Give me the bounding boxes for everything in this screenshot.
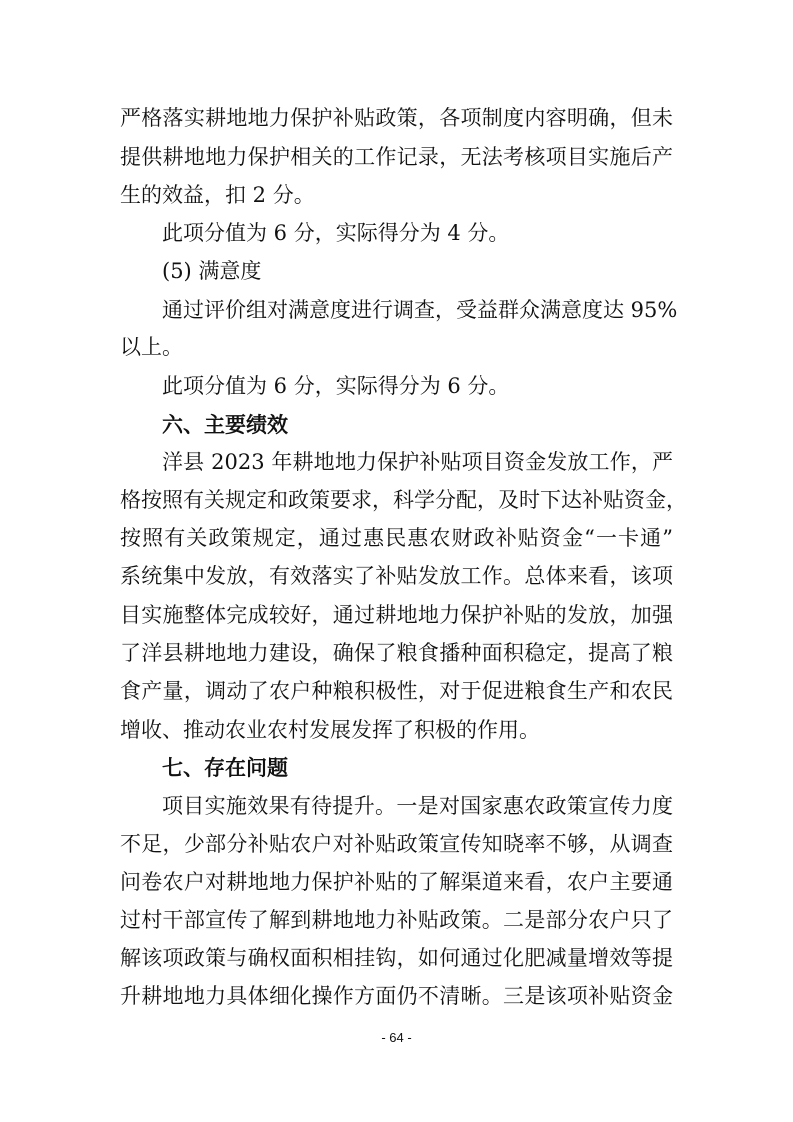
text-line: 此项分值为 6 分，实际得分为 4 分。 [162,221,510,245]
text-line: 提供耕地地力保护相关的工作记录，无法考核项目实施后产 [120,145,673,169]
text-line: 不足，少部分补贴农户对补贴政策宣传知晓率不够，从调查 [120,832,673,856]
text-line: 生的效益，扣 2 分。 [120,183,315,207]
text-line: 洋县 2023 年耕地地力保护补贴项目资金发放工作，严 [162,450,673,474]
subheading: (5) 满意度 [162,259,262,283]
text-line: 食产量，调动了农户种粮积极性，对于促进粮食生产和农民 [120,679,673,703]
text-line: 升耕地地力具体细化操作方面仍不清晰。三是该项补贴资金 [120,984,673,1008]
page-number: - 64 - [381,1030,412,1045]
text-line: 问卷农户对耕地地力保护补贴的了解渠道来看，农户主要通 [120,870,673,894]
section-heading: 六、主要绩效 [162,413,288,437]
text-line: 格按照有关规定和政策要求，科学分配，及时下达补贴资金， [120,488,687,512]
text-line: 此项分值为 6 分，实际得分为 6 分。 [162,374,510,398]
text-line: 目实施整体完成较好，通过耕地地力保护补贴的发放，加强 [120,603,673,627]
text-line: 按照有关政策规定，通过惠民惠农财政补贴资金“一卡通” [120,526,673,550]
text-line: 过村干部宣传了解到耕地地力补贴政策。二是部分农户只了 [120,908,673,932]
section-heading: 七、存在问题 [162,756,288,780]
text-line: 系统集中发放，有效落实了补贴发放工作。总体来看，该项 [120,564,673,588]
text-line: 通过评价组对满意度进行调查，受益群众满意度达 95% [162,298,678,322]
text-line: 增收、推动农业农村发展发挥了积极的作用。 [120,718,540,742]
text-line: 解该项政策与确权面积相挂钩，如何通过化肥减量增效等提 [120,946,673,970]
text-line: 项目实施效果有待提升。一是对国家惠农政策宣传力度 [162,794,673,818]
text-line: 了洋县耕地地力建设，确保了粮食播种面积稳定，提高了粮 [120,641,673,665]
text-line: 以上。 [120,335,183,359]
text-line: 严格落实耕地地力保护补贴政策，各项制度内容明确，但未 [120,106,673,130]
